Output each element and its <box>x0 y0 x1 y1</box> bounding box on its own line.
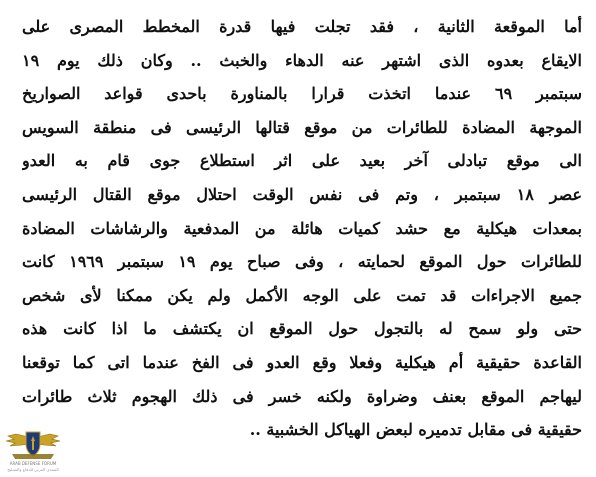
paragraph-line-9: جميع الاجراءات قد تمت على الوجه الأكمل ولم يكن ممكنا لأى شخص <box>22 285 582 305</box>
paragraph-line-5: الى موقع تبادلى آخر بعيد على اثر استطلاع جوى قام به العدو <box>22 151 582 171</box>
paragraph-line-13: حقيقية فى مقابل تدميره لبعض الهياكل الخشبية .. <box>249 420 582 440</box>
paragraph-line-4: الموجهة المضادة للطائرات من موقع قتالها الرئيسى فى منطقة السويس <box>22 117 582 137</box>
paragraph-line-7: بمعدات هيكلية مع حشد كميات هائلة من المدفعية والرشاشات المضادة <box>22 218 582 238</box>
paragraph-line-6: عصر ١٨ سبتمبر ، وتم فى نفس الوقت احتلال موقع القتال الرئيسى <box>22 184 582 204</box>
forum-emblem-icon <box>2 428 64 462</box>
document-paragraph <box>22 10 582 447</box>
paragraph-line-12: ليهاجم الموقع بعنف وضراوة ولكنه خسر فى ذلك الهجوم ثلاث طائرات <box>22 386 582 406</box>
watermark-text-arabic: المنتدى العربي للدفاع والتسليح <box>7 467 59 472</box>
watermark-text-english: ARAB DEFENSE FORUM <box>9 461 57 466</box>
paragraph-line-2: الايقاع بعدوه الذى اشتهر عنه الدهاء والخبث .. وكان ذلك يوم ١٩ <box>22 50 582 70</box>
paragraph-line-11: القاعدة حقيقية أم هيكلية وفعلا وقع العدو فى الفخ عندما اتى كما توقعنا <box>22 352 582 372</box>
paragraph-line-8: للطائرات حول الموقع لحمايته ، وفى صباح يوم ١٩ سبتمبر ١٩٦٩ كانت <box>22 252 582 272</box>
paragraph-line-1: أما الموقعة الثانية ، فقد تجلت فيها قدرة المخطط المصرى على <box>22 17 582 36</box>
paragraph-line-10: حتى ولو سمح له بالتجول حول الموقع ان يكتشف ما اذا كانت هذه <box>22 319 582 339</box>
forum-watermark <box>2 428 64 476</box>
paragraph-line-3: سبتمبر ٦٩ عندما اتخذت قرارا بالمناورة باحدى قواعد الصواريخ <box>22 84 582 104</box>
